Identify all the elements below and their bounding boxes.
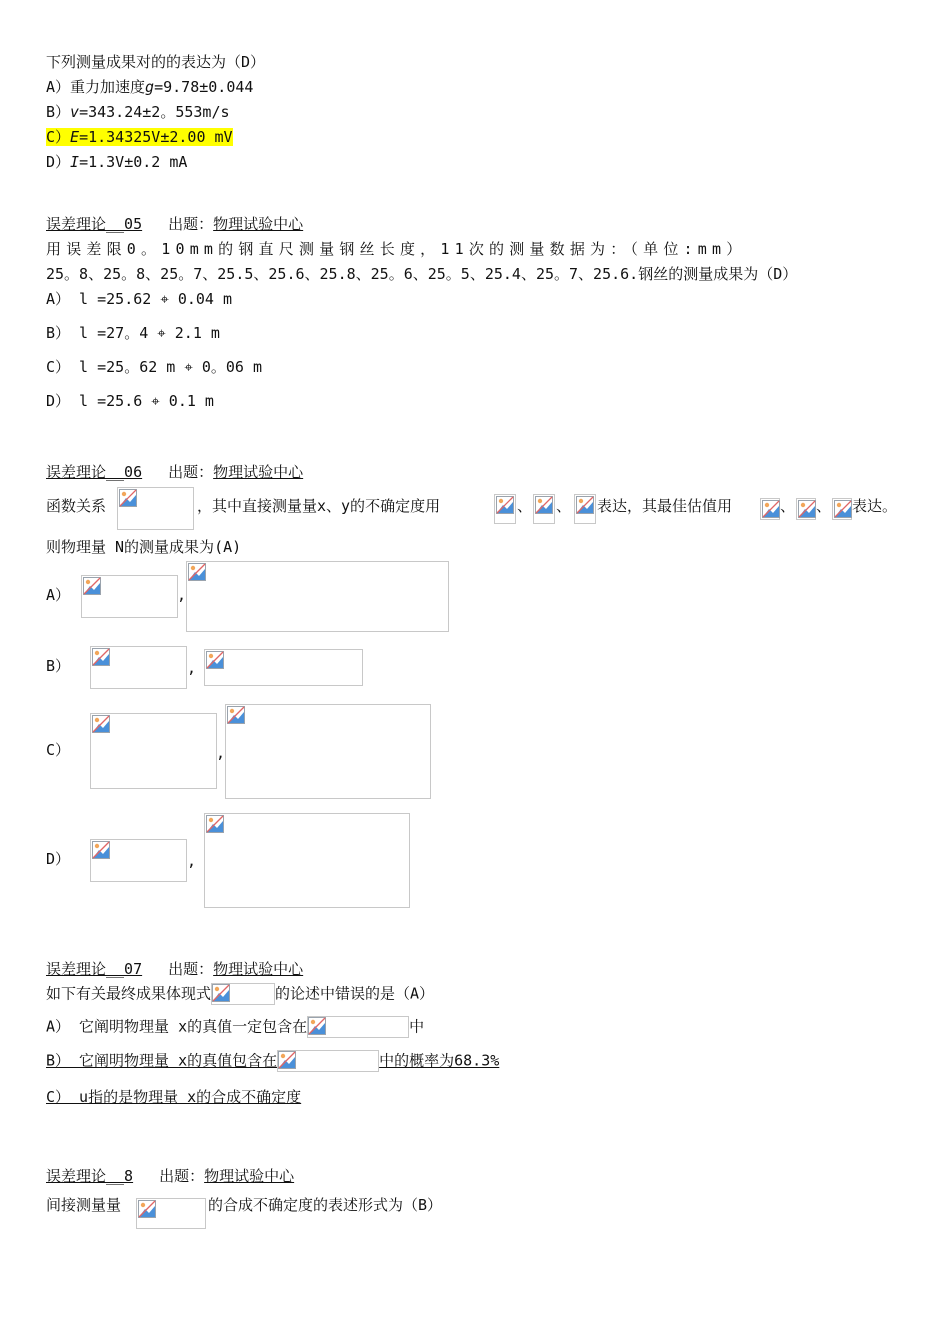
broken-image-icon — [212, 984, 230, 1002]
q05-option-a: A） l =25.62 ⌖ 0.04 m — [46, 290, 232, 308]
q06-option-a-label: A） — [46, 586, 71, 604]
q08-body-pre: 间接测量量 — [46, 1196, 122, 1214]
q07-c-text: C） u指的是物理量 x的合成不确定度 — [46, 1088, 302, 1106]
q06-d-formula-u — [204, 813, 410, 908]
q04-c-var: E — [70, 128, 80, 146]
uncertainty-x-image — [494, 494, 516, 524]
broken-image-icon — [308, 1017, 326, 1035]
broken-image-icon — [92, 648, 110, 666]
q07-option-c — [46, 1087, 301, 1107]
q04-b-var: v — [70, 103, 80, 121]
best-estimate-x-image — [760, 498, 780, 520]
q07-body-pre: 如下有关最终成果体现式 — [46, 984, 212, 1003]
q06-body-line2: 则物理量 N的测量成果为(A) — [46, 538, 242, 556]
q05-tag: 误差理论__05 — [46, 215, 143, 233]
q04-a-rest: =9.78±0.044 — [154, 78, 254, 96]
q06-body-pre: 函数关系 — [46, 497, 107, 515]
uncertainty-z-image — [574, 494, 596, 524]
q06-d-formula-n — [90, 839, 187, 882]
uncertainty-y-image — [533, 494, 555, 524]
q04-option-c-highlight — [46, 128, 233, 146]
broken-image-icon — [138, 1200, 156, 1218]
q06-d-comma: , — [187, 852, 197, 870]
q06-header — [46, 462, 303, 482]
broken-image-icon — [834, 500, 852, 518]
q06-option-b-label: B） — [46, 657, 71, 675]
q06-body-mid2: 表达，其最佳估值用 — [597, 497, 733, 515]
best-estimate-y-image — [796, 498, 816, 520]
q05-header — [46, 214, 303, 234]
q07-a-pre: A） 它阐明物理量 x的真值一定包含在 — [46, 1017, 308, 1036]
q06-body-mid: ，其中直接测量量x、y的不确定度用 — [197, 497, 441, 515]
broken-image-icon — [92, 841, 110, 859]
q04-b-prefix: B） — [46, 103, 71, 121]
q05-source: 物理试验中心 — [213, 215, 304, 233]
q06-c-formula-u — [225, 704, 431, 799]
broken-image-icon — [798, 500, 816, 518]
q05-option-d: D） l =25.6 ⌖ 0.1 m — [46, 392, 214, 410]
q08-header — [46, 1166, 294, 1186]
q07-a-post: 中 — [409, 1017, 425, 1036]
q06-body-line1 — [46, 496, 106, 516]
broken-image-icon — [576, 496, 594, 514]
indirect-measurement-image — [136, 1198, 206, 1229]
q07-body — [46, 983, 434, 1005]
broken-image-icon — [206, 815, 224, 833]
q07-b-pre: B） 它阐明物理量 x的真值包含在 — [46, 1051, 278, 1070]
q07-option-b — [46, 1050, 499, 1072]
q06-option-c-label: C） — [46, 741, 71, 759]
q06-body-end: 表达。 — [852, 497, 898, 515]
q08-source: 物理试验中心 — [204, 1167, 295, 1185]
q06-c-comma: , — [216, 744, 226, 762]
broken-image-icon — [762, 500, 780, 518]
q06-tag: 误差理论__06 — [46, 463, 143, 481]
q06-b-formula-n — [90, 646, 187, 689]
broken-image-icon — [227, 706, 245, 724]
q07-tag: 误差理论__07 — [46, 960, 143, 978]
q06-c-formula-n — [90, 713, 217, 789]
q07-source: 物理试验中心 — [213, 960, 304, 978]
q04-option-d — [46, 152, 187, 172]
q05-body-line1: 用误差限0。10mm的钢直尺测量钢丝长度，11次的测量数据为：（单位:mm） — [46, 240, 747, 258]
q05-source-label: 出题： — [168, 215, 214, 233]
final-result-expression-image — [211, 983, 275, 1005]
q04-d-var: I — [70, 153, 80, 171]
broken-image-icon — [83, 577, 101, 595]
q06-source-label: 出题： — [168, 463, 214, 481]
question-04-text: 下列测量成果对的的表达为（D） — [46, 53, 266, 71]
q04-option-b — [46, 102, 230, 122]
q04-c-prefix: C） — [46, 128, 71, 146]
q08-body — [46, 1195, 121, 1215]
q08-tag: 误差理论__8 — [46, 1167, 134, 1185]
broken-image-icon — [188, 563, 206, 581]
broken-image-icon — [119, 489, 137, 507]
q07-source-label: 出题： — [168, 960, 214, 978]
q04-option-c — [46, 127, 233, 147]
q06-a-formula-u — [186, 561, 449, 632]
q06-sep-2: 、 — [556, 497, 572, 515]
q04-c-rest: =1.34325V±2.00 mV — [79, 128, 233, 146]
q08-body-post: 的合成不确定度的表述形式为（B） — [208, 1196, 443, 1214]
best-estimate-z-image — [832, 498, 852, 520]
q07-a-interval-image — [307, 1016, 409, 1038]
q04-option-a — [46, 77, 253, 97]
q08-source-label: 出题： — [159, 1167, 205, 1185]
q07-b-interval-image — [277, 1050, 379, 1072]
q07-b-post: 中的概率为68.3% — [379, 1051, 500, 1070]
formula-function-image — [117, 487, 194, 530]
q06-b-formula-u — [204, 649, 363, 686]
q06-source: 物理试验中心 — [213, 463, 304, 481]
q07-header — [46, 959, 303, 979]
q06-a-formula-n — [81, 575, 178, 618]
broken-image-icon — [496, 496, 514, 514]
q05-body-line2: 25。8、25。8、25。7、25.5、25.6、25.8、25。6、25。5、25.4、25。7、25.6.钢丝的测量成果为（D） — [46, 265, 798, 283]
broken-image-icon — [92, 715, 110, 733]
q05-option-c: C） l =25。62 m ⌖ 0。06 m — [46, 358, 262, 376]
q04-d-prefix: D） — [46, 153, 71, 171]
q06-a-comma: , — [177, 586, 187, 604]
q05-option-b: B） l =27。4 ⌖ 2.1 m — [46, 324, 220, 342]
q06-sep-3: 、 — [780, 497, 796, 515]
q06-b-comma: , — [187, 659, 197, 677]
q07-body-post: 的论述中错误的是（A） — [275, 984, 435, 1003]
q06-sep-4: 、 — [816, 497, 832, 515]
broken-image-icon — [206, 651, 224, 669]
q04-a-var: g — [145, 78, 155, 96]
broken-image-icon — [535, 496, 553, 514]
q04-a-prefix: A）重力加速度 — [46, 78, 146, 96]
broken-image-icon — [278, 1051, 296, 1069]
q06-sep-1: 、 — [517, 497, 533, 515]
q04-d-rest: =1.3V±0.2 mA — [79, 153, 188, 171]
q06-option-d-label: D） — [46, 850, 71, 868]
q07-option-a — [46, 1016, 424, 1038]
q04-b-rest: =343.24±2。553m/s — [79, 103, 230, 121]
